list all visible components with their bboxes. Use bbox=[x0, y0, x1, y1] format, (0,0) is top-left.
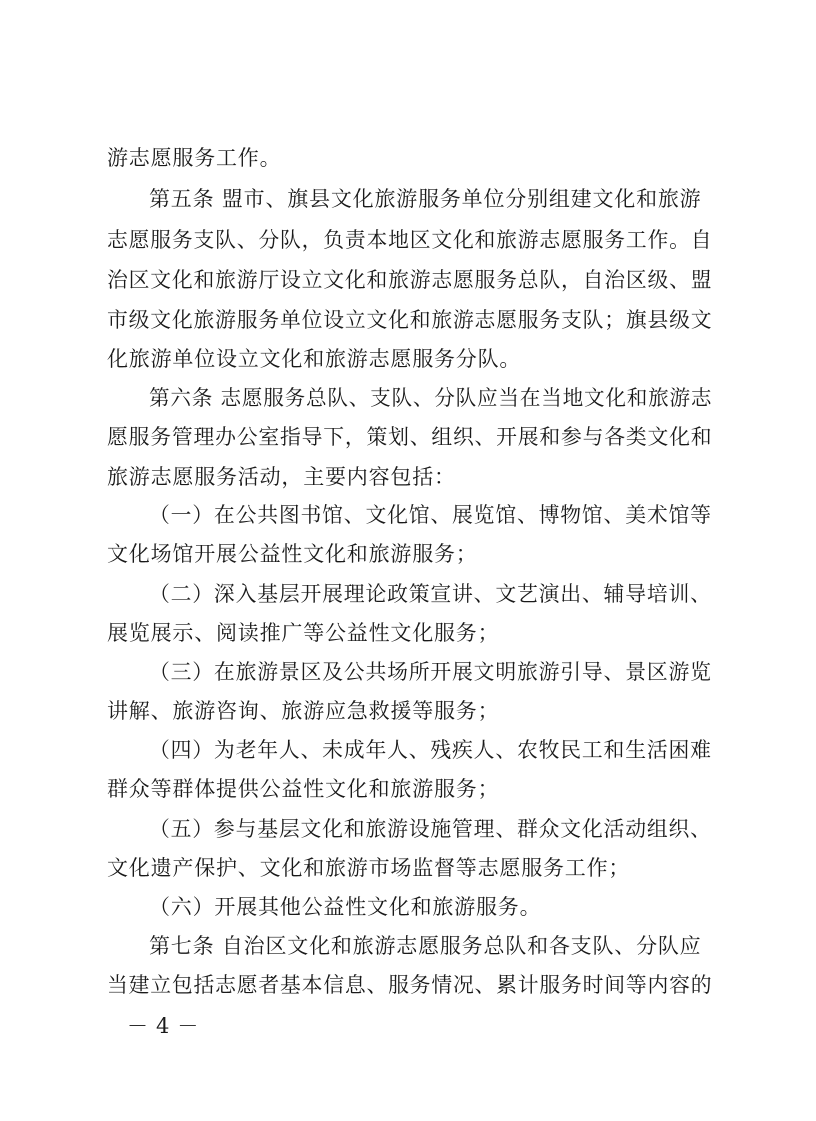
text-line: 愿服务管理办公室指导下，策划、组织、开展和参与各类文化和 bbox=[107, 425, 713, 449]
text-line: 文化场馆开展公益性文化和旅游服务； bbox=[107, 542, 478, 566]
text-line: （二）深入基层开展理论政策宣讲、文艺演出、辅导培训、 bbox=[149, 582, 712, 606]
text-line: 市级文化旅游服务单位设立文化和旅游志愿服务支队；旗县级文 bbox=[107, 308, 713, 332]
text-line: （三）在旅游景区及公共场所开展文明旅游引导、景区游览 bbox=[149, 660, 712, 684]
text-line: 文化遗产保护、文化和旅游市场监督等志愿服务工作； bbox=[107, 856, 631, 880]
text-line: 展览展示、阅读推广等公益性文化服务； bbox=[107, 621, 500, 645]
text-line: 志愿服务支队、分队，负责本地区文化和旅游志愿服务工作。自 bbox=[107, 228, 713, 252]
text-line: （四）为老年人、未成年人、残疾人、农牧民工和生活困难 bbox=[149, 738, 712, 762]
text-line: 讲解、旅游咨询、旅游应急救援等服务； bbox=[107, 699, 500, 723]
text-line: 第七条 自治区文化和旅游志愿服务总队和各支队、分队应 bbox=[149, 934, 702, 958]
text-line: （五）参与基层文化和旅游设施管理、群众文化活动组织、 bbox=[149, 817, 712, 841]
text-line: （一）在公共图书馆、文化馆、展览馆、博物馆、美术馆等 bbox=[149, 503, 712, 527]
text-line: 游志愿服务工作。 bbox=[107, 146, 282, 170]
text-line: 旅游志愿服务活动，主要内容包括： bbox=[107, 465, 456, 489]
text-line: 第六条 志愿服务总队、支队、分队应当在当地文化和旅游志 bbox=[149, 386, 713, 410]
page-number: －4－ bbox=[127, 1014, 207, 1038]
text-line: 化旅游单位设立文化和旅游志愿服务分队。 bbox=[107, 347, 522, 371]
text-line: 当建立包括志愿者基本信息、服务情况、累计服务时间等内容的 bbox=[107, 973, 713, 997]
text-line: 第五条 盟市、旗县文化旅游服务单位分别组建文化和旅游 bbox=[149, 187, 702, 211]
text-line: （六）开展其他公益性文化和旅游服务。 bbox=[149, 895, 542, 919]
text-line: 治区文化和旅游厅设立文化和旅游志愿服务总队，自治区级、盟 bbox=[107, 268, 713, 292]
text-line: 群众等群体提供公益性文化和旅游服务； bbox=[107, 777, 500, 801]
